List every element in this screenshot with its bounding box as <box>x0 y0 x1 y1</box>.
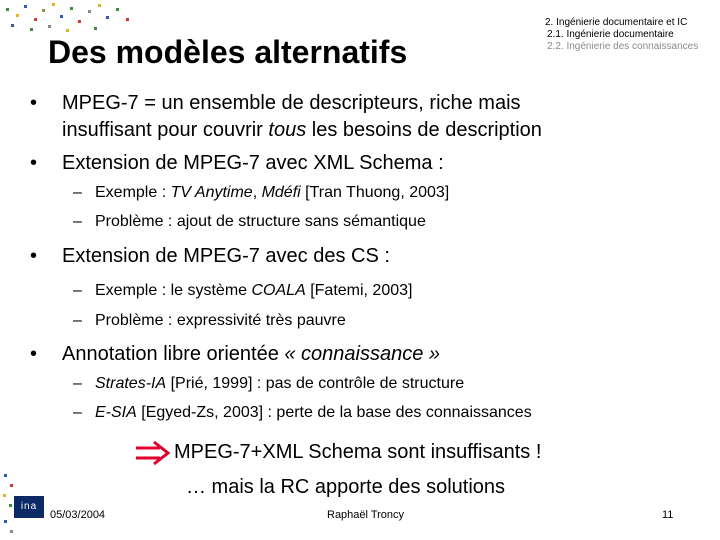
bullet-text-segment: Annotation libre orientée <box>62 343 285 365</box>
bullet-mark: • <box>30 92 38 114</box>
ina-logo: ina <box>14 496 44 518</box>
sub-bullet-reference: [Fatemi, 2003] <box>305 282 413 299</box>
sub-bullet-reference: [Tran Thuong, 2003] <box>300 184 450 201</box>
sub-bullet-text: Problème : expressivité très pauvre <box>95 312 346 329</box>
bullet-text-segment: insuffisant pour couvrir <box>62 119 269 141</box>
bullet-text: Extension de MPEG-7 avec XML Schema : <box>62 152 444 174</box>
bullet-mark: • <box>30 245 38 267</box>
sub-bullet-emphasis: Mdéfi <box>261 184 301 201</box>
sub-bullet-segment: Exemple : <box>95 184 171 201</box>
sub-bullet-segment: [Prié, 1999] : pas de contrôle de structure <box>166 375 465 392</box>
footer-author: Raphaël Troncy <box>327 509 405 521</box>
sub-bullet-text <box>95 403 532 423</box>
breadcrumb-item-1: 2. Ingénierie documentaire et IC <box>545 17 688 28</box>
sub-bullet-text <box>95 374 464 394</box>
sub-bullet-emphasis: COALA <box>251 282 306 299</box>
bullet-text-emphasis: tous <box>268 119 307 141</box>
sub-bullet-text: Problème : ajout de structure sans sémantique <box>95 213 426 230</box>
conclusion-line-2: … mais la RC apporte des solutions <box>186 476 506 498</box>
sub-bullet-text <box>95 281 412 301</box>
bullet-text-segment: les besoins de description <box>306 119 542 141</box>
sub-bullet-segment: , <box>252 184 262 201</box>
sub-bullet-mark: – <box>73 184 82 201</box>
sub-bullet-segment: Exemple : le système <box>95 282 252 299</box>
bullet-text: Extension de MPEG-7 avec des CS : <box>62 245 390 267</box>
conclusion-line-1: MPEG-7+XML Schema sont insuffisants ! <box>174 441 542 463</box>
breadcrumb-item-3: 2.2. Ingénierie des connaissances <box>547 41 699 52</box>
bullet-text <box>62 341 692 368</box>
implies-arrow-icon <box>134 440 172 466</box>
bullet-text-line: MPEG-7 = un ensemble de descripteurs, riche mais <box>62 92 521 114</box>
sub-bullet-text <box>95 183 449 203</box>
slide-title: Des modèles alternatifs <box>48 34 408 70</box>
sub-bullet-emphasis: Strates-IA <box>95 375 167 392</box>
breadcrumb-item-2: 2.1. Ingénierie documentaire <box>547 29 674 40</box>
bullet-mark: • <box>30 152 38 174</box>
sub-bullet-mark: – <box>73 404 82 421</box>
breadcrumb <box>545 17 720 53</box>
sub-bullet-segment: [Egyed-Zs, 2003] : perte de la base des connaissances <box>136 404 532 421</box>
sub-bullet-mark: – <box>73 312 82 329</box>
bullet-text-emphasis: « connaissance » <box>284 343 441 365</box>
sub-bullet-mark: – <box>73 375 82 392</box>
page-number: 11 <box>662 509 674 521</box>
sub-bullet-emphasis: E-SIA <box>95 404 137 421</box>
bullet-text-line <box>62 117 692 144</box>
bullet-mark: • <box>30 343 38 365</box>
footer-date: 05/03/2004 <box>50 509 106 521</box>
sub-bullet-mark: – <box>73 282 82 299</box>
sub-bullet-emphasis: TV Anytime <box>170 184 253 201</box>
sub-bullet-mark: – <box>73 213 82 230</box>
